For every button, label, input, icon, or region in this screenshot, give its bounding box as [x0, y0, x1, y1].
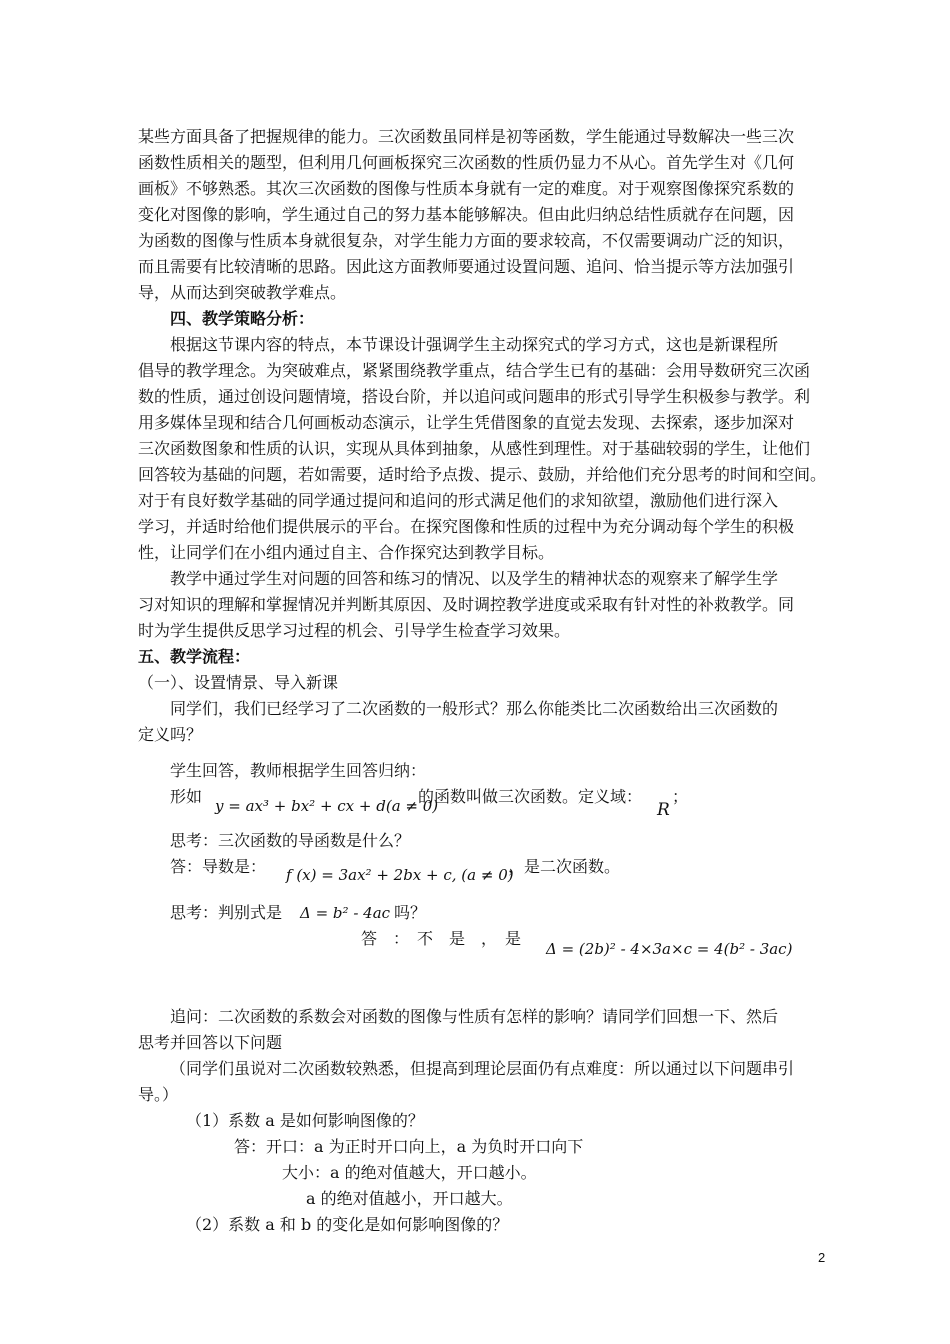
- para2-line: 用多媒体呈现和结合几何画板动态演示，让学生凭借图象的直觉去发现、去探索，逐步加深对: [138, 413, 795, 432]
- para2-line: 数的性质，通过创设问题情境，搭设台阶，并以追问或问题串的形式引导学生积极参与教学。利: [138, 387, 811, 406]
- para2-line: 回答较为基础的问题，若如需要，适时给予点拨、提示、鼓励，并给他们充分思考的时间和空间。: [138, 465, 827, 484]
- para1-line: 而且需要有比较清晰的思路。因此这方面教师要通过设置问题、追问、恰当提示等方法加强引: [138, 257, 795, 276]
- intro-question-line: 定义吗？: [138, 725, 203, 744]
- followup-line: 追问：二次函数的系数会对函数的图像与性质有怎样的影响？请同学们回想一下、然后: [170, 1007, 779, 1026]
- note-line: 导。）: [138, 1085, 179, 1104]
- answer-derivative-prefix: 答：导数是：: [170, 857, 267, 876]
- question-1-answer: a 的绝对值越小，开口越大。: [306, 1189, 513, 1208]
- student-answer: 学生回答，教师根据学生回答归纳：: [170, 761, 427, 780]
- note-line: （同学们虽说对二次函数较熟悉，但提高到理论层面仍有点难度：所以通过以下问题串引: [170, 1059, 795, 1078]
- heading-strategy: 四、教学策略分析：: [170, 309, 315, 328]
- definition-suffix: 的函数叫做三次函数。定义域：: [418, 787, 643, 806]
- para2-line: 三次函数图象和性质的认识，实现从具体到抽象，从感性到理性。对于基础较弱的学生，让他们: [138, 439, 811, 458]
- page-number: 2: [818, 1250, 826, 1265]
- derivative-formula: f (x) = 3ax² + 2bx + c, (a ≠ 0): [286, 866, 514, 884]
- definition-end: ；: [672, 787, 689, 806]
- para2-line: 根据这节课内容的特点，本节课设计强调学生主动探究式的学习方式，这也是新课程所: [170, 335, 779, 354]
- discriminant-formula: Δ = b² - 4ac: [300, 904, 391, 922]
- answer-derivative-suffix: ，是二次函数。: [508, 857, 621, 876]
- followup-line: 思考并回答以下问题: [138, 1033, 283, 1052]
- section-heading: （一）、设置情景、导入新课: [138, 673, 339, 692]
- intro-question-line: 同学们，我们已经学习了二次函数的一般形式？那么你能类比二次函数给出三次函数的: [170, 699, 779, 718]
- para1-line: 为函数的图像与性质本身就很复杂，对学生能力方面的要求较高，不仅需要调动广泛的知识，: [138, 231, 795, 250]
- think-derivative: 思考：三次函数的导函数是什么？: [170, 831, 411, 850]
- think-discriminant-suffix: 吗？: [394, 903, 427, 922]
- definition-prefix: 形如: [170, 787, 203, 806]
- para2-line: 对于有良好数学基础的同学通过提问和追问的形式满足他们的求知欲望，激励他们进行深入: [138, 491, 779, 510]
- discriminant-expansion: Δ = (2b)² - 4×3a×c = 4(b² - 3ac): [546, 940, 793, 958]
- answer-discriminant-text: 答 ： 不 是 ， 是: [361, 929, 522, 948]
- question-2: （2）系数 a 和 b 的变化是如何影响图像的？: [186, 1215, 509, 1234]
- heading-process: 五、教学流程：: [138, 647, 251, 666]
- para1-line: 某些方面具备了把握规律的能力。三次函数虽同样是初等函数，学生能通过导数解决一些三次: [138, 127, 795, 146]
- para2-line: 学习，并适时给他们提供展示的平台。在探究图像和性质的过程中为充分调动每个学生的积极: [138, 517, 795, 536]
- para2-line: 倡导的教学理念。为突破难点，紧紧围绕教学重点，结合学生已有的基础：会用导数研究三次函: [138, 361, 811, 380]
- para2-line: 性，让同学们在小组内通过自主、合作探究达到教学目标。: [138, 543, 555, 562]
- definition-formula: y = ax³ + bx² + cx + d(a ≠ 0): [215, 797, 439, 815]
- para3-line: 教学中通过学生对问题的回答和练习的情况、以及学生的精神状态的观察来了解学生学: [170, 569, 779, 588]
- para3-line: 习对知识的理解和掌握情况并判断其原因、及时调控教学进度或采取有针对性的补救教学。同: [138, 595, 795, 614]
- para1-line: 导，从而达到突破教学难点。: [138, 283, 347, 302]
- domain-symbol: R: [657, 800, 670, 820]
- question-1-answer: 大小：a 的绝对值越大，开口越小。: [282, 1163, 537, 1182]
- para3-line: 时为学生提供反思学习过程的机会、引导学生检查学习效果。: [138, 621, 571, 640]
- para1-line: 函数性质相关的题型，但利用几何画板探究三次函数的性质仍显力不从心。首先学生对《几何: [138, 153, 795, 172]
- think-discriminant-prefix: 思考：判别式是: [170, 903, 283, 922]
- para1-line: 画板》不够熟悉。其次三次函数的图像与性质本身就有一定的难度。对于观察图像探究系数的: [138, 179, 795, 198]
- question-1: （1）系数 a 是如何影响图像的？: [186, 1111, 424, 1130]
- para1-line: 变化对图像的影响，学生通过自己的努力基本能够解决。但由此归纳总结性质就存在问题，因: [138, 205, 795, 224]
- question-1-answer: 答：开口：a 为正时开口向上，a 为负时开口向下: [234, 1137, 584, 1156]
